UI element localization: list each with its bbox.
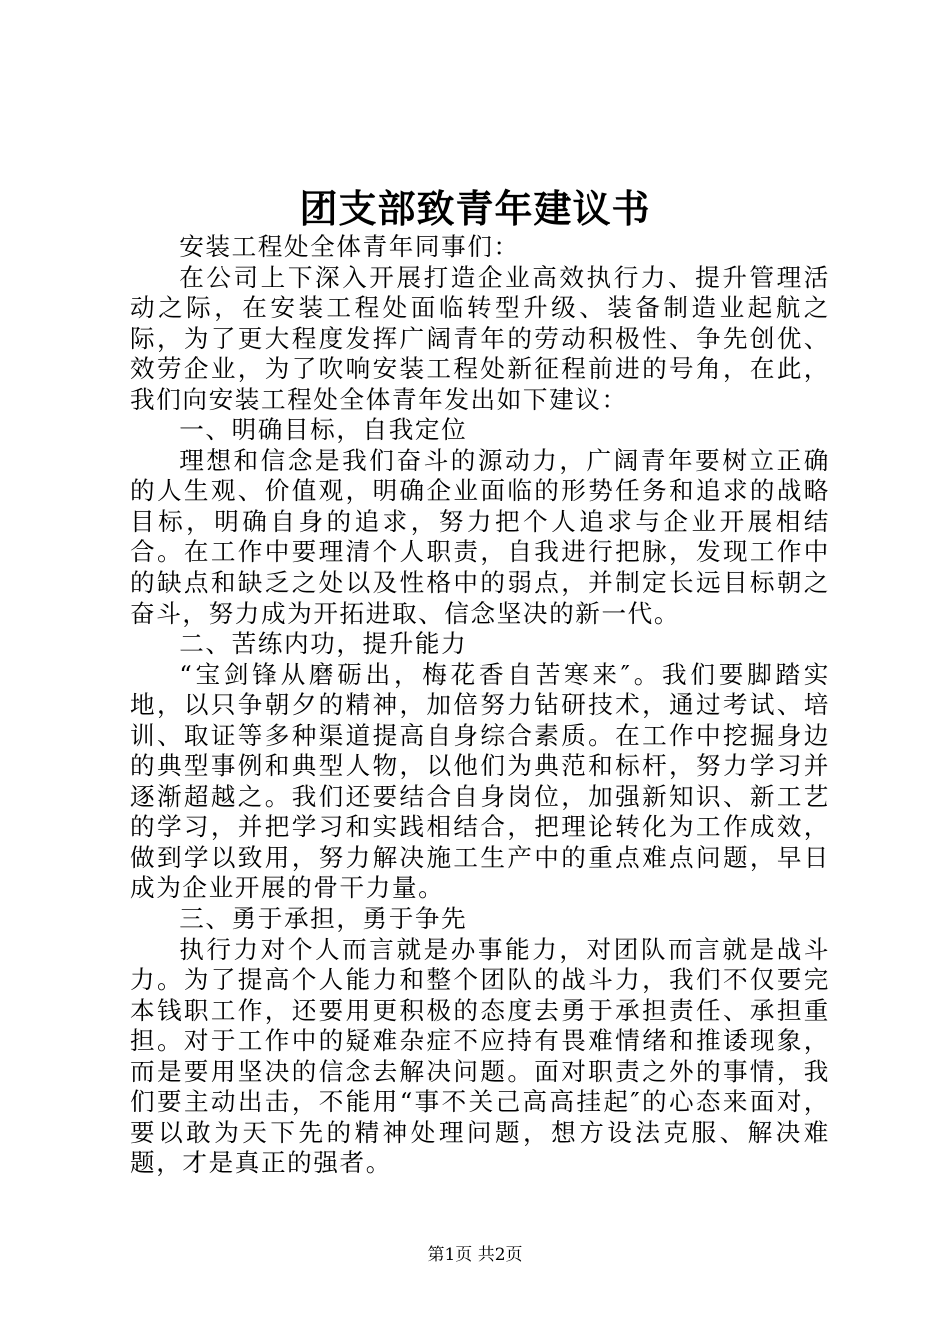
salutation-paragraph: 安装工程处全体青年同事们： xyxy=(179,232,520,261)
page-footer: 第1页 共2页 xyxy=(427,1245,523,1265)
section-paragraph-2: “宝剑锋从磨砺出，梅花香自苦寒来″。我们要脚踏实地，以只争朝夕的精神，加倍努力钻研技术，通过考试、培训、取证等多种渠道提高自身综合素质。在工作中挖掘身边的典型事例和典型人物，以他们为典范和标杆，努力学习并逐渐超越之。我们还要结合自身岗位，加强新知识、新工艺的学习，并把学习和实践相结合，把理论转化为工作成效，做到学以致用，努力解决施工生产中的重点难点问题，早日成为企业开展的骨干力量。 xyxy=(130,659,830,903)
section-paragraph-1: 理想和信念是我们奋斗的源动力，广阔青年要树立正确的人生观、价值观，明确企业面临的形势任务和追求的战略目标，明确自身的追求，努力把个人追求与企业开展相结合。在工作中要理清个人职责，自我进行把脉，发现工作中的缺点和缺乏之处以及性格中的弱点，并制定长远目标朝之奋斗，努力成为开拓进取、信念坚决的新一代。 xyxy=(130,445,830,628)
document-title: 团支部致青年建议书 xyxy=(299,186,651,231)
section-heading-3: 三、勇于承担，勇于争先 xyxy=(179,904,468,934)
section-heading-2: 二、苦练内功，提升能力 xyxy=(179,629,468,659)
intro-paragraph: 在公司上下深入开展打造企业高效执行力、提升管理活动之际，在安装工程处面临转型升级、装备制造业起航之际，为了更大程度发挥广阔青年的劳动积极性、争先创优、效劳企业，为了吹响安装工程处新征程前进的号角，在此，我们向安装工程处全体青年发出如下建议： xyxy=(130,262,830,414)
document-body xyxy=(130,232,830,1179)
section-paragraph-3: 执行力对个人而言就是办事能力，对团队而言就是战斗力。为了提高个人能力和整个团队的战斗力，我们不仅要完本钱职工作，还要用更积极的态度去勇于承担责任、承担重担。对于工作中的疑难杂症不应持有畏难情绪和推诿现象，而是要用坚决的信念去解决问题。面对职责之外的事情，我们要主动出击，不能用“事不关己高高挂起″的心态来面对，要以敢为天下先的精神处理问题，想方设法克服、解决难题，才是真正的强者。 xyxy=(130,934,830,1178)
section-heading-1: 一、明确目标，自我定位 xyxy=(179,415,468,445)
